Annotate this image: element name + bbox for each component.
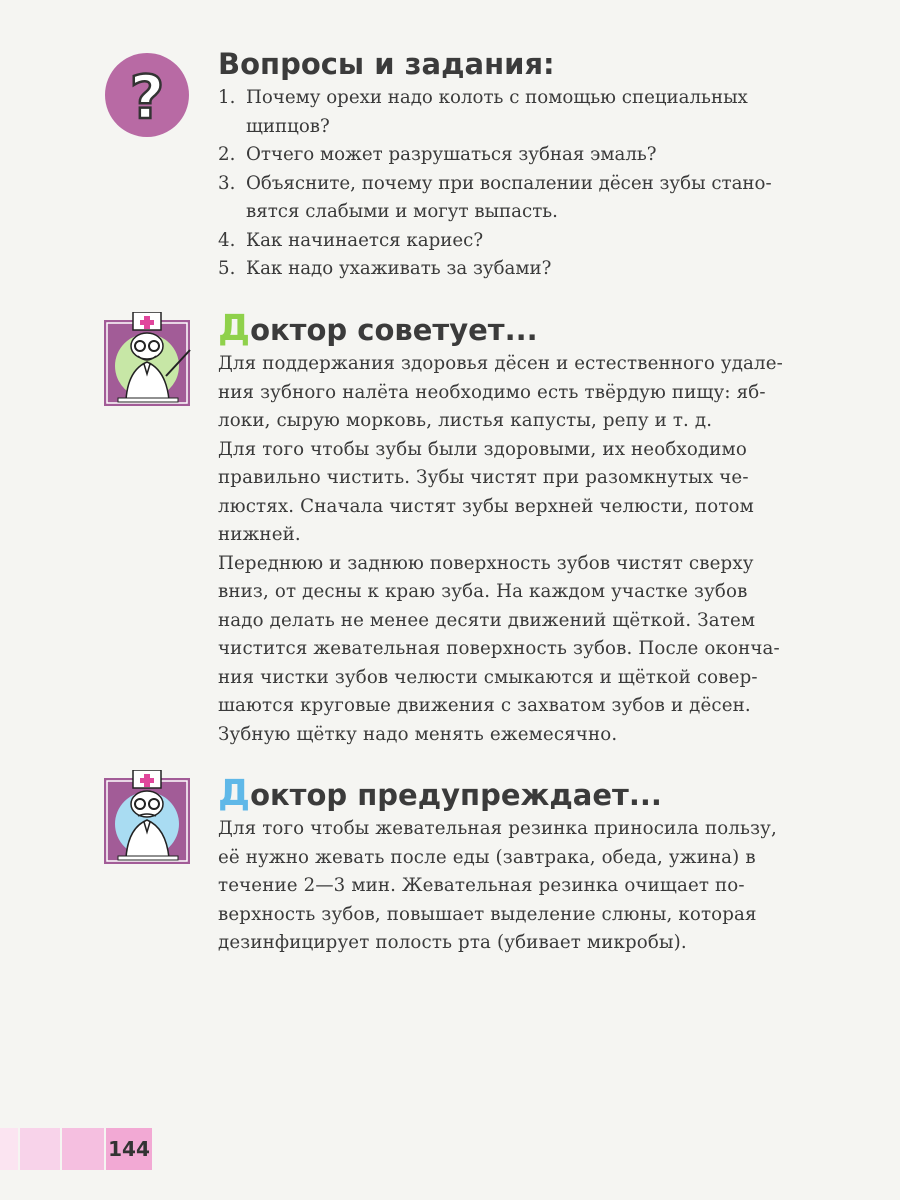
page-strip-strong [62, 1128, 104, 1170]
page-number: 144 [106, 1128, 152, 1170]
question-item: 5. Как надо ухаживать за зубами? [218, 258, 552, 279]
page-strip-light [0, 1128, 18, 1170]
question-item: 2. Отчего может разрушаться зубная эмаль? [218, 144, 657, 165]
advice-paragraph: Для поддержания здоровья дёсен и естественного удале- ния зубного налёта необходимо есть твёрдую пищу: яб- локи, сырую морковь, листья капусты, репу и т. д. [218, 353, 783, 431]
doctor-warning-icon [104, 770, 192, 866]
page-strip-mid [20, 1128, 60, 1170]
doctor-advice-section [218, 309, 858, 749]
doctor-warning-title: Доктор предупреждает... [218, 773, 662, 814]
question-item: 3. Объясните, почему при воспалении дёсен зубы стано- вятся слабыми и могут выпасть. [218, 172, 772, 222]
doctor-advice-title: Доктор советует... [218, 308, 538, 349]
warning-paragraph: Для того чтобы жевательная резинка приносила пользу, её нужно жевать после еды (завтрака, обеда, ужина) в течение 2—3 мин. Жевательная резинка очищает по- верхность зубов, повышает выделение слюны, которая дезинфицирует полость рта (убивает микробы). [218, 818, 777, 953]
svg-text:?: ? [129, 63, 165, 133]
advice-paragraph: Для того чтобы зубы были здоровыми, их необходимо правильно чистить. Зубы чистят при разомкнутых че- люстях. Сначала чистят зубы верхней челюсти, потом нижней. [218, 438, 754, 545]
questions-section [218, 44, 858, 284]
advice-paragraph: Переднюю и заднюю поверхность зубов чистят сверху вниз, от десны к краю зуба. На каждом участке зубов надо делать не менее десяти движений щёткой. Затем чистится жевательная поверхность зубов. После оконча- ния чистки зубов челюсти смыкаются и щёткой совер- шаются круговые движения с захватом зубов и дёсен. Зубную щётку надо менять ежемесячно. [218, 552, 780, 745]
questions-title: Вопросы и задания: [218, 47, 555, 81]
question-item: 1. Почему орехи надо колоть с помощью специальных щипцов? [218, 87, 748, 137]
doctor-pointer-icon [104, 312, 192, 408]
question-mark-icon [104, 52, 190, 138]
questions-list [218, 84, 858, 284]
doctor-warning-section [218, 774, 858, 958]
question-item: 4. Как начинается кариес? [218, 229, 484, 251]
